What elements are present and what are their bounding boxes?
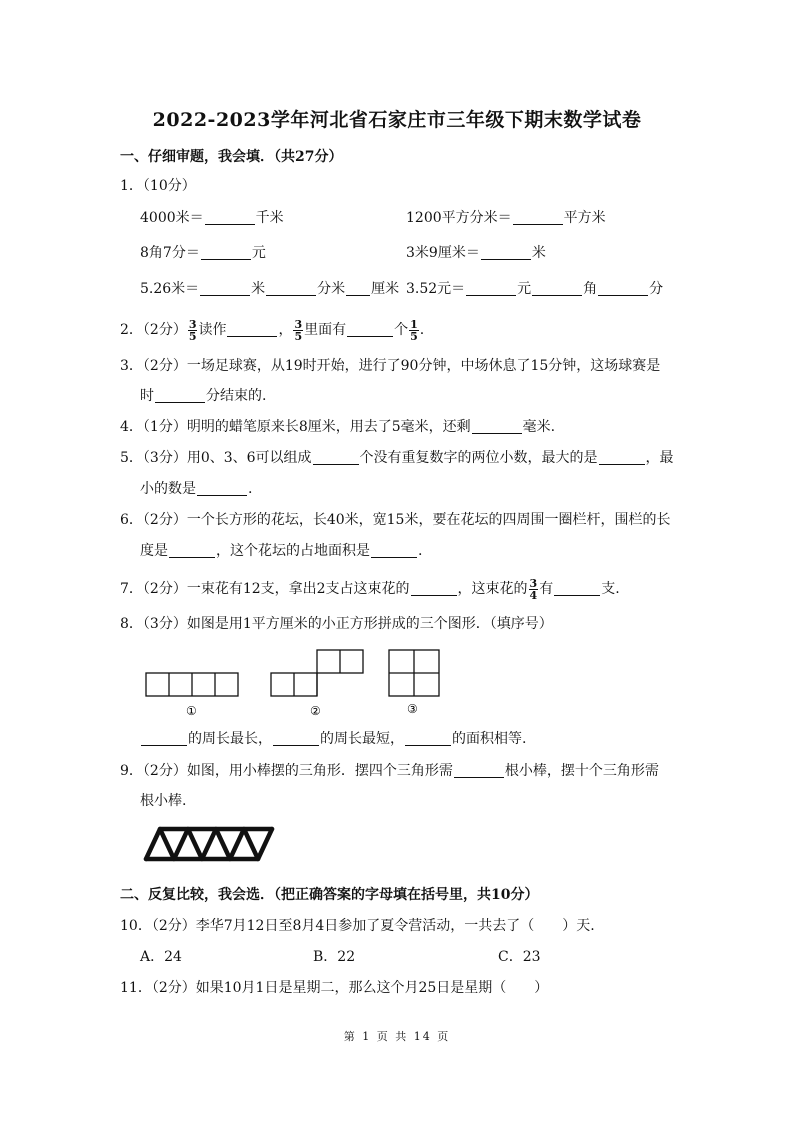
q8-line1: 8．（3分）如图是用1平方厘米的小正方形拼成的三个图形．（填序号） [120, 616, 553, 632]
answer-blank[interactable] [454, 763, 504, 778]
q5-line2: 小的数是 . [140, 481, 253, 497]
answer-blank[interactable] [466, 281, 516, 296]
q3-line2: 时 分结束的. [140, 388, 267, 404]
q9-stick-triangles [140, 825, 290, 865]
answer-blank[interactable] [205, 210, 255, 225]
q10-option-a[interactable]: A．24 [140, 949, 182, 965]
figure-3-label: ③ [407, 702, 418, 716]
q11-stem: 11．（2分）如果10月1日是星期二，那么这个月25日是星期（ ） [120, 980, 549, 996]
section-2-heading: 二、反复比较，我会选．（把正确答案的字母填在括号里，共10分） [120, 887, 539, 903]
figure-2-label: ② [310, 704, 321, 718]
fraction: $\frac{1}{5}$ [410, 317, 418, 343]
q6-line1: 6．（2分）一个长方形的花坛，长40米，宽15米，要在花坛的四周围一圈栏杆，围栏的长 [120, 512, 671, 528]
figure-1-label: ① [186, 704, 197, 718]
answer-blank[interactable] [347, 322, 393, 337]
q2: 2．（2分） $\frac{3}{5}$ 读作 ， $\frac{3}{5}$ 里面有 个 $\frac{1}{5}$ . [120, 317, 425, 343]
answer-blank[interactable] [405, 731, 451, 746]
answer-blank[interactable] [201, 245, 251, 260]
answer-blank[interactable] [513, 210, 563, 225]
q5-line1: 5．（3分）用0、3、6可以组成 个没有重复数字的两位小数，最大的是 ，最 [120, 450, 674, 466]
answer-blank[interactable] [155, 388, 205, 403]
fraction: $\frac{3}{5}$ [294, 317, 303, 343]
fraction: $\frac{3}{5}$ [188, 317, 197, 343]
q10-stem: 10．（2分）李华7月12日至8月4日参加了夏令营活动，一共去了（ ）天. [120, 918, 595, 934]
answer-blank[interactable] [598, 281, 648, 296]
fraction: $\frac{3}{4}$ [529, 576, 538, 602]
q1-item-a: 4000米＝ 千米 [140, 210, 284, 226]
q8-figures [140, 645, 460, 720]
answer-blank[interactable] [554, 581, 600, 596]
section-1-heading: 一、仔细审题，我会填．（共27分） [120, 149, 343, 165]
answer-blank[interactable] [411, 581, 457, 596]
q9-line1: 9．（2分）如图，用小棒摆的三角形．摆四个三角形需 根小棒，摆十个三角形需 [120, 763, 659, 779]
answer-blank[interactable] [472, 419, 522, 434]
figure-1-shape [146, 673, 238, 696]
answer-blank[interactable] [481, 245, 531, 260]
answer-blank[interactable] [200, 281, 250, 296]
answer-blank[interactable] [197, 481, 247, 496]
answer-blank[interactable] [169, 543, 215, 558]
figure-2-shape [271, 650, 363, 696]
q8-answer-line: 的周长最长， 的周长最短， 的面积相等. [140, 729, 526, 749]
q6-line2: 度是 ，这个花坛的占地面积是 . [140, 543, 423, 559]
answer-blank[interactable] [227, 322, 277, 337]
q1-item-b: 1200平方分米＝ 平方米 [406, 210, 606, 226]
q1-item-f: 3.52元＝ 元 角 分 [406, 281, 664, 297]
answer-blank[interactable] [532, 281, 582, 296]
q9-line2: 根小棒. [140, 793, 187, 809]
answer-blank[interactable] [266, 281, 316, 296]
answer-blank[interactable] [141, 731, 187, 746]
q1-label: 1．（10分） [120, 178, 196, 194]
q3-line1: 3．（2分）一场足球赛，从19时开始，进行了90分钟，中场休息了15分钟，这场球赛是 [120, 358, 661, 374]
figure-3-shape [389, 650, 439, 696]
answer-blank[interactable] [599, 450, 645, 465]
q7: 7．（2分）一束花有12支，拿出2支占这束花的 ，这束花的 $\frac{3}{4}$ 有 支. [120, 576, 620, 602]
page-footer: 第 1 页 共 14 页 [343, 1030, 451, 1043]
q10-option-b[interactable]: B．22 [313, 949, 356, 965]
answer-blank[interactable] [313, 450, 359, 465]
q1-item-d: 3米9厘米＝ 米 [406, 245, 546, 261]
q10-option-c[interactable]: C．23 [498, 949, 541, 965]
answer-blank[interactable] [346, 281, 370, 296]
page-title: 2022-2023学年河北省石家庄市三年级下期末数学试卷 [152, 109, 642, 131]
answer-blank[interactable] [273, 731, 319, 746]
q1-item-c: 8角7分＝ 元 [140, 245, 266, 261]
q1-item-e: 5.26米＝ 米 分米 厘米 [140, 281, 400, 297]
answer-blank[interactable] [371, 543, 417, 558]
q4: 4．（1分）明明的蜡笔原来长8厘米，用去了5毫米，还剩 毫米. [120, 419, 556, 435]
